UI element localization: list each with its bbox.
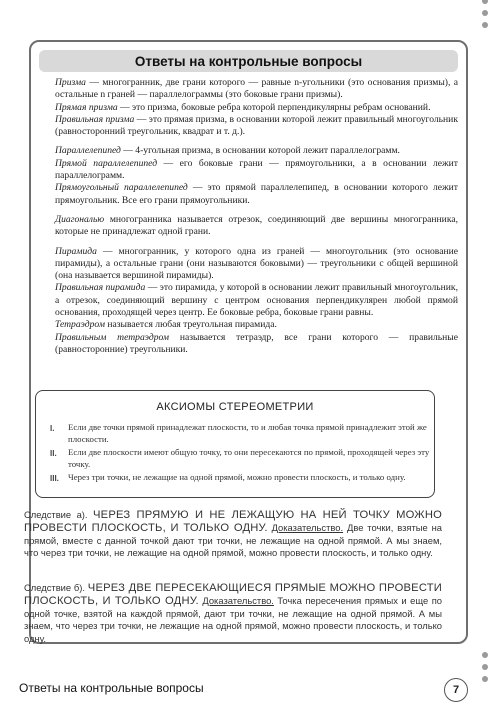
proof-text: Две точки, взятые на прямой, вместе с данной точкой дают три точки, не лежащие на одной прямой. А мы знаем, что через три точки, не лежащие на одной прямой, можно провести плоскость, и только одну.: [24, 521, 442, 559]
definition-pyramid: Пирамида — многогранник, у которого одна из граней — многоугольник (это основание пирамиды), а остальные грани (они называются боковыми) — треугольники с общей вершиной (она называется вершиной пирамиды).: [55, 245, 458, 282]
corollary-a: [24, 509, 442, 560]
definition-diagonal: Диагональю многогранника называется отрезок, соединяющий две вершины многогранника, которые не принадлежат одной грани.: [55, 213, 458, 238]
definition-parallelepiped: Параллелепипед — 4-угольная призма, в основании которой лежит параллелограмм.: [55, 145, 400, 157]
axiom-number: I.: [50, 424, 55, 433]
proof-text: Точка пересечения прямых и еще по одной точке, взятой на каждой прямой, дают три точки, не лежащие на одной прямой. А мы знаем, что через три точки, не лежащие на одной прямой, можно провести плоскость, и только одну.: [24, 594, 442, 645]
decorative-dots-top: [482, 0, 488, 34]
definition-tetrahedron: Тетраэдром называется любая треугольная пирамида.: [55, 319, 277, 331]
axiom-3: [50, 472, 430, 485]
definition-regular-prism: Правильная призма — это прямая призма, в основании которой лежит правильный многоугольник (равносторонний треугольник, квадрат и т. д.).: [55, 113, 458, 138]
page-footer: [0, 678, 500, 708]
page-title: Ответы на контрольные вопросы: [134, 53, 363, 69]
definition-regular-pyramid: Правильная пирамида — это пирамида, у которой в основании лежит правильный многоугольник, а отрезок, соединяющий вершину с центром основания перпендикулярен любой прямой основания, проходящей через центр. Ее боковые ребра, боковые грани равны.: [55, 282, 458, 319]
corollary-label: Следствие б).: [24, 582, 88, 593]
proof-label: Доказательство.: [202, 594, 274, 606]
definition-right-prism: Прямая призма — это призма, боковые ребра которой перпендикулярны ребрам оснований.: [55, 101, 431, 113]
corollary-label: Следствие а).: [24, 509, 93, 520]
header-bar: [39, 50, 458, 72]
definition-regular-tetrahedron: Правильным тетраэдром называется тетраэдр, все грани которого — правильные (равносторонние) треугольники.: [55, 331, 459, 355]
corollary-b: [24, 582, 442, 646]
axiom-text: Если две плоскости имеют общую точку, то они пересекаются по прямой, проходящей через эту точку.: [68, 447, 430, 469]
definitions-block: [55, 77, 458, 356]
definition-prism: Призма — многогранник, две грани которого — равные n-угольники (это основания призмы), а остальные n граней — параллелограммы (это боковые грани призмы).: [55, 77, 458, 101]
axiom-number: II.: [50, 449, 57, 458]
definition-rectangular-parallelepiped: Прямоугольный параллелепипед — это прямой параллелепипед, в основании которого лежит прямоугольник. Все его грани прямоугольники.: [55, 182, 458, 206]
axiom-text: Через три точки, не лежащие на одной прямой, можно провести плоскость, и только одну.: [68, 472, 406, 482]
axioms-title: АКСИОМЫ СТЕРЕОМЕТРИИ: [156, 401, 314, 413]
footer-title: Ответы на контрольные вопросы: [19, 681, 204, 695]
corollary-statement: ЧЕРЕЗ ДВЕ ПЕРЕСЕКАЮЩИЕСЯ ПРЯМЫЕ МОЖНО ПРОВЕСТИ ПЛОСКОСТЬ, И ТОЛЬКО ОДНУ.: [24, 582, 442, 607]
definition-right-parallelepiped: Прямой параллелепипед — его боковые грани — прямоугольники, а в основании лежит параллелограмм.: [55, 157, 458, 182]
axiom-number: III.: [50, 474, 59, 483]
axiom-text: Если две точки прямой принадлежат плоскости, то и любая точка прямой принадлежит этой же плоскости.: [68, 422, 427, 444]
axiom-1: [50, 422, 430, 445]
page-number: 7: [444, 678, 468, 702]
proof-label: Доказательство.: [271, 521, 344, 533]
corollary-statement: ЧЕРЕЗ ПРЯМУЮ И НЕ ЛЕЖАЩУЮ НА НЕЙ ТОЧКУ МОЖНО ПРОВЕСТИ ПЛОСКОСТЬ, И ТОЛЬКО ОДНУ.: [24, 509, 442, 534]
axioms-box: [35, 390, 435, 498]
axiom-2: [50, 447, 430, 470]
